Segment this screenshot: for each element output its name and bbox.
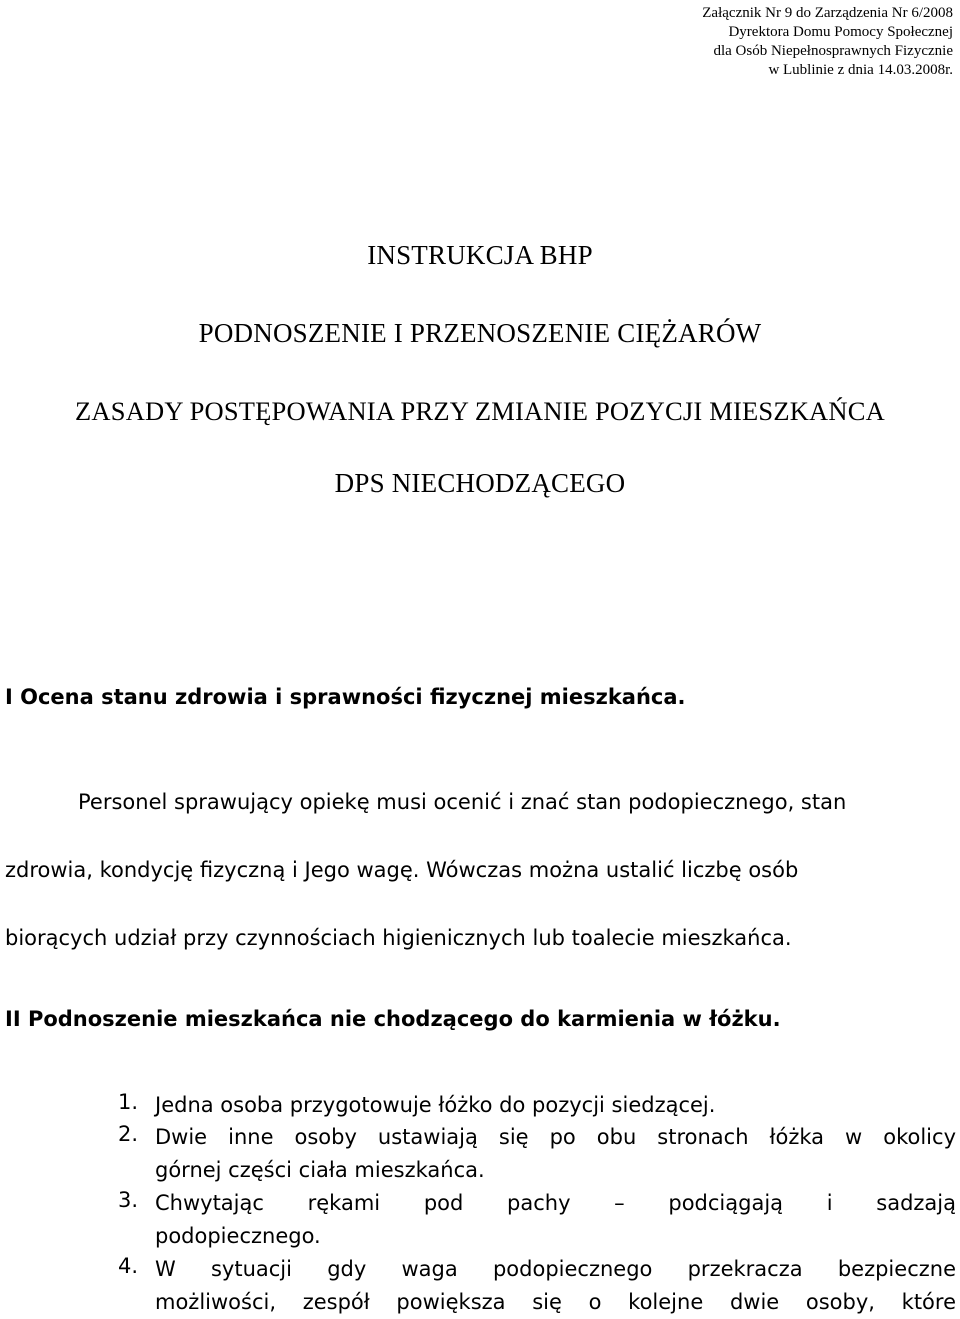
list-item <box>118 1254 956 1319</box>
paragraph-line: zdrowia, kondycję fizyczną i Jego wagę. Wówczas można ustalić liczbę osób <box>5 858 799 882</box>
list-item-text: podopiecznego. <box>155 1224 321 1248</box>
list-item-text: Chwytając rękami pod pachy – podciągają i sadzają <box>155 1191 956 1215</box>
list-item-text: Dwie inne osoby ustawiają się po obu stronach łóżka w okolicy <box>155 1125 956 1149</box>
annex-header-line: dla Osób Niepełnosprawnych Fizycznie <box>713 43 953 59</box>
list-item-number: 4. <box>118 1254 139 1278</box>
list-item-number: 2. <box>118 1122 139 1146</box>
document-subtitle: DPS NIECHODZĄCEGO <box>334 468 626 498</box>
paragraph-line: biorących udział przy czynnościach higienicznych lub toalecie mieszkańca. <box>5 926 792 950</box>
annex-header <box>533 4 953 80</box>
list-item-text: W sytuacji gdy waga podopiecznego przekracza bezpieczne <box>155 1257 956 1281</box>
annex-header-line: w Lublinie z dnia 14.03.2008r. <box>768 62 953 78</box>
section-heading-1: I Ocena stanu zdrowia i sprawności fizycznej mieszkańca. <box>5 685 686 709</box>
paragraph-line: Personel sprawujący opiekę musi ocenić i znać stan podopiecznego, stan <box>78 790 847 814</box>
document-subtitle: PODNOSZENIE I PRZENOSZENIE CIĘŻARÓW <box>198 318 762 348</box>
list-item-number: 1. <box>118 1090 139 1114</box>
numbered-list <box>118 1090 956 1319</box>
document-subtitle: ZASADY POSTĘPOWANIA PRZY ZMIANIE POZYCJI MIESZKAŃCA <box>75 396 885 426</box>
annex-header-line: Załącznik Nr 9 do Zarządzenia Nr 6/2008 <box>702 5 953 21</box>
document-title: INSTRUKCJA BHP <box>367 240 593 270</box>
list-item-text: Jedna osoba przygotowuje łóżko do pozycji siedzącej. <box>155 1093 716 1117</box>
list-item <box>118 1122 956 1188</box>
list-item-text: górnej części ciała mieszkańca. <box>155 1158 485 1182</box>
annex-header-line: Dyrektora Domu Pomocy Społecznej <box>728 24 953 40</box>
list-item-text: możliwości, zespół powiększa się o kolejne dwie osoby, które <box>155 1290 956 1314</box>
list-item <box>118 1188 956 1254</box>
list-item-number: 3. <box>118 1188 139 1212</box>
list-item <box>118 1090 956 1122</box>
section-heading-2: II Podnoszenie mieszkańca nie chodzącego do karmienia w łóżku. <box>5 1007 781 1031</box>
